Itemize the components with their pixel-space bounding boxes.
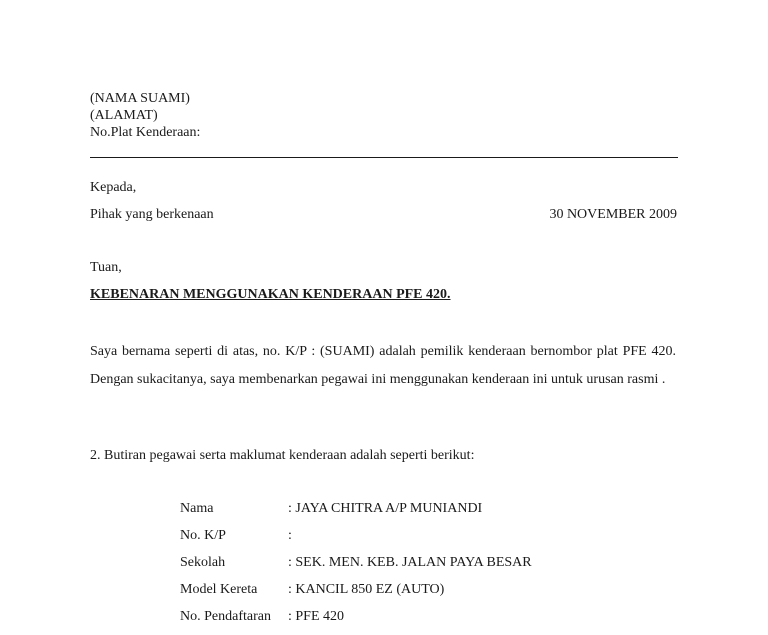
details-value: : PFE 420	[288, 609, 345, 624]
letter-date: 30 NOVEMBER 2009	[549, 207, 677, 222]
body-paragraph-2: 2. Butiran pegawai serta maklumat kenderaan adalah seperti berikut:	[90, 448, 475, 463]
details-label: Model Kereta	[180, 582, 258, 597]
plate-number-label: No.Plat Kenderaan:	[90, 125, 201, 140]
recipient-addressee: Pihak yang berkenaan	[90, 207, 214, 222]
greeting: Tuan,	[90, 260, 122, 275]
body-paragraph-1: Saya bernama seperti di atas, no. K/P : (SUAMI) adalah pemilik kenderaan bernombor plat PFE 420. Dengan sukacitanya, saya membenarkan pegawai ini menggunakan kenderaan ini untuk urusan rasmi .	[90, 344, 676, 387]
sender-name: (NAMA SUAMI)	[90, 91, 190, 106]
details-label: Sekolah	[180, 555, 226, 570]
details-label: Nama	[180, 501, 214, 516]
subject-line: KEBENARAN MENGGUNAKAN KENDERAAN PFE 420.	[90, 287, 451, 302]
details-value: :	[288, 528, 292, 543]
details-label: No. Pendaftaran	[180, 609, 271, 624]
sender-address: (ALAMAT)	[90, 108, 158, 123]
details-value: : SEK. MEN. KEB. JALAN PAYA BESAR	[288, 555, 532, 570]
details-value: : JAYA CHITRA A/P MUNIANDI	[288, 501, 483, 516]
recipient-to: Kepada,	[90, 180, 137, 195]
details-label: No. K/P	[180, 528, 226, 543]
details-value: : KANCIL 850 EZ (AUTO)	[288, 582, 445, 597]
header-divider	[90, 157, 678, 158]
